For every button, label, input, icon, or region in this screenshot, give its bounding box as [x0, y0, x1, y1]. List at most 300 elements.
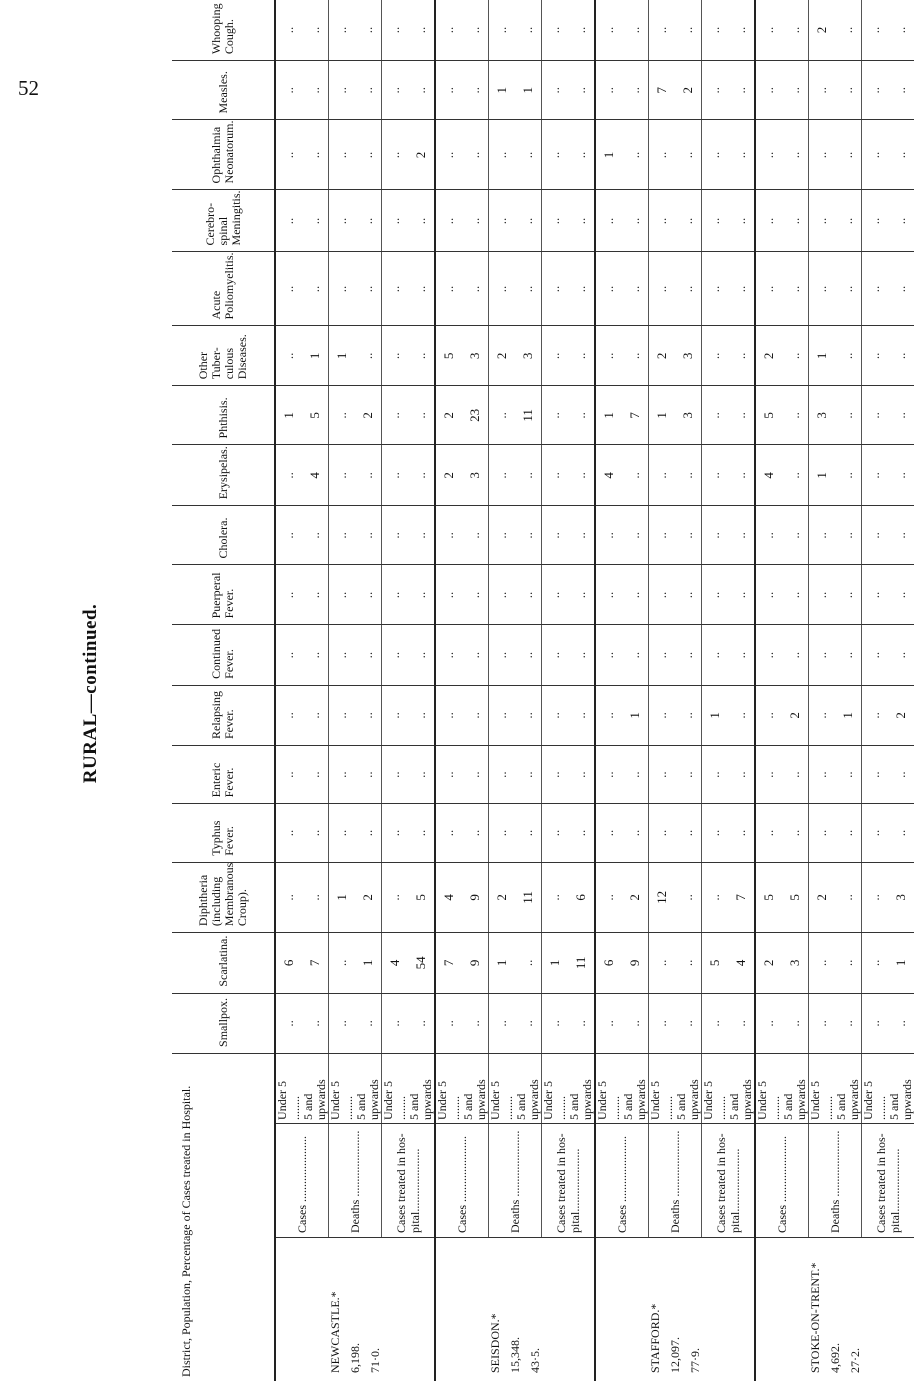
col-header: Whooping Cough.	[172, 0, 275, 61]
value-cell: ..	[809, 565, 836, 625]
row-label: Cases ......................	[275, 1123, 329, 1237]
value-cell: 5	[755, 386, 782, 445]
value-cell: ..	[835, 625, 862, 685]
value-cell: 9	[622, 933, 649, 994]
value-cell: ..	[329, 120, 356, 190]
col-header: Cholera.	[172, 506, 275, 565]
value-cell: ..	[649, 445, 676, 506]
value-cell: ..	[382, 804, 409, 862]
table-row	[809, 0, 836, 1381]
age-group: Under 5 ........	[382, 1053, 409, 1123]
running-title: RURAL—continued.	[80, 603, 101, 784]
value-cell: ..	[888, 445, 914, 506]
value-cell: ..	[888, 120, 914, 190]
col-header: Diphtheria (including Membranous Croup).	[172, 862, 275, 932]
value-cell: ..	[462, 804, 489, 862]
value-cell: ..	[542, 506, 569, 565]
value-cell: ..	[275, 804, 302, 862]
age-group: Under 5 ........	[809, 1053, 836, 1123]
value-cell: ..	[622, 565, 649, 625]
value-cell: ..	[515, 746, 542, 804]
value-cell: ..	[888, 993, 914, 1053]
age-group: 5 and upwards	[408, 1053, 435, 1123]
value-cell: ..	[728, 386, 755, 445]
value-cell: 2	[355, 862, 382, 932]
value-cell: ..	[782, 993, 809, 1053]
value-cell: ..	[462, 746, 489, 804]
value-cell: ..	[755, 506, 782, 565]
value-cell: ..	[702, 746, 729, 804]
value-cell: ..	[835, 326, 862, 386]
value-cell: ..	[862, 0, 889, 61]
value-cell: ..	[888, 625, 914, 685]
value-cell: ..	[568, 0, 595, 61]
value-cell: ..	[329, 0, 356, 61]
value-cell: ..	[835, 120, 862, 190]
value-cell: ..	[382, 445, 409, 506]
value-cell: ..	[675, 993, 702, 1053]
value-cell: 2	[489, 862, 516, 932]
table-row	[649, 0, 676, 1381]
value-cell: ..	[835, 746, 862, 804]
table-body	[275, 0, 914, 1381]
value-cell: ..	[595, 0, 622, 61]
value-cell: ..	[862, 445, 889, 506]
value-cell: ..	[435, 0, 462, 61]
value-cell: ..	[809, 933, 836, 994]
value-cell: ..	[568, 190, 595, 252]
value-cell: ..	[888, 326, 914, 386]
age-group: 5 and upwards	[888, 1053, 914, 1123]
value-cell: ..	[622, 625, 649, 685]
value-cell: ..	[862, 565, 889, 625]
value-cell: ..	[355, 0, 382, 61]
value-cell: ..	[355, 326, 382, 386]
value-cell: ..	[542, 993, 569, 1053]
value-cell: ..	[649, 0, 676, 61]
value-cell: ..	[622, 804, 649, 862]
value-cell: ..	[728, 61, 755, 120]
value-cell: ..	[568, 993, 595, 1053]
value-cell: ..	[835, 804, 862, 862]
value-cell: 3	[462, 326, 489, 386]
value-cell: ..	[435, 506, 462, 565]
col-header: Typhus Fever.	[172, 804, 275, 862]
value-cell: ..	[675, 252, 702, 326]
col-header: Enteric Fever.	[172, 746, 275, 804]
value-cell: ..	[782, 190, 809, 252]
value-cell: ..	[862, 252, 889, 326]
value-cell: ..	[435, 120, 462, 190]
value-cell: ..	[489, 625, 516, 685]
value-cell: ..	[782, 386, 809, 445]
value-cell: ..	[782, 0, 809, 61]
value-cell: 3	[782, 933, 809, 994]
district-percentage: 71·0.	[368, 1348, 382, 1373]
value-cell: ..	[835, 445, 862, 506]
value-cell: ..	[755, 685, 782, 745]
value-cell: ..	[622, 190, 649, 252]
value-cell: ..	[675, 746, 702, 804]
value-cell: ..	[728, 190, 755, 252]
value-cell: ..	[275, 252, 302, 326]
value-cell: ..	[835, 993, 862, 1053]
value-cell: ..	[382, 190, 409, 252]
value-cell: 2	[888, 685, 914, 745]
district-cell	[435, 1238, 595, 1382]
value-cell: ..	[355, 445, 382, 506]
value-cell: ..	[728, 685, 755, 745]
value-cell: ..	[302, 0, 329, 61]
value-cell: ..	[622, 61, 649, 120]
col-header: Erysipelas.	[172, 445, 275, 506]
value-cell: ..	[622, 0, 649, 61]
value-cell: 2	[649, 326, 676, 386]
value-cell: ..	[568, 326, 595, 386]
value-cell: ..	[462, 61, 489, 120]
value-cell: ..	[329, 252, 356, 326]
value-cell: ..	[515, 933, 542, 994]
value-cell: ..	[489, 445, 516, 506]
age-group: Under 5 ........	[275, 1053, 302, 1123]
value-cell: ..	[755, 61, 782, 120]
value-cell: ..	[888, 190, 914, 252]
value-cell: ..	[702, 252, 729, 326]
district-population: 12,097.	[668, 1337, 682, 1373]
value-cell: ..	[542, 565, 569, 625]
value-cell: ..	[728, 993, 755, 1053]
value-cell: ..	[755, 993, 782, 1053]
value-cell: ..	[355, 804, 382, 862]
value-cell: ..	[755, 252, 782, 326]
value-cell: ..	[809, 61, 836, 120]
value-cell: 2	[755, 933, 782, 994]
value-cell: ..	[595, 862, 622, 932]
value-cell: ..	[702, 190, 729, 252]
value-cell: ..	[382, 506, 409, 565]
value-cell: ..	[595, 506, 622, 565]
value-cell: ..	[302, 625, 329, 685]
value-cell: ..	[568, 625, 595, 685]
value-cell: ..	[382, 993, 409, 1053]
value-cell: ..	[542, 804, 569, 862]
table-row	[382, 0, 409, 1381]
value-cell: 7	[622, 386, 649, 445]
value-cell: 3	[809, 386, 836, 445]
value-cell: ..	[275, 746, 302, 804]
value-cell: ..	[809, 252, 836, 326]
value-cell: ..	[888, 506, 914, 565]
value-cell: 1	[835, 685, 862, 745]
value-cell: ..	[568, 685, 595, 745]
value-cell: 1	[329, 326, 356, 386]
value-cell: 23	[462, 386, 489, 445]
value-cell: ..	[809, 993, 836, 1053]
value-cell: 2	[755, 326, 782, 386]
value-cell: 11	[515, 862, 542, 932]
table-row	[542, 0, 569, 1381]
value-cell: 2	[809, 0, 836, 61]
value-cell: ..	[382, 252, 409, 326]
value-cell: 6	[595, 933, 622, 994]
value-cell: ..	[355, 746, 382, 804]
value-cell: ..	[755, 625, 782, 685]
value-cell: ..	[862, 685, 889, 745]
value-cell: ..	[515, 120, 542, 190]
value-cell: 7	[435, 933, 462, 994]
value-cell: ..	[329, 933, 356, 994]
value-cell: ..	[515, 993, 542, 1053]
value-cell: ..	[515, 685, 542, 745]
value-cell: ..	[649, 190, 676, 252]
value-cell: ..	[862, 993, 889, 1053]
value-cell: ..	[702, 862, 729, 932]
value-cell: ..	[622, 445, 649, 506]
value-cell: ..	[595, 252, 622, 326]
value-cell: ..	[489, 746, 516, 804]
value-cell: ..	[622, 120, 649, 190]
value-cell: ..	[542, 746, 569, 804]
value-cell: ..	[595, 326, 622, 386]
value-cell: ..	[408, 252, 435, 326]
value-cell: ..	[675, 445, 702, 506]
age-group: 5 and upwards	[835, 1053, 862, 1123]
col-header: Relapsing Fever.	[172, 685, 275, 745]
value-cell: ..	[462, 0, 489, 61]
district-percentage: 43·5.	[528, 1348, 542, 1373]
table-row	[275, 0, 302, 1381]
value-cell: ..	[329, 746, 356, 804]
value-cell: ..	[809, 625, 836, 685]
value-cell: ..	[302, 565, 329, 625]
value-cell: 1	[702, 685, 729, 745]
value-cell: 1	[888, 933, 914, 994]
disease-table	[172, 0, 914, 1381]
value-cell: ..	[728, 625, 755, 685]
value-cell: ..	[489, 0, 516, 61]
value-cell: 3	[462, 445, 489, 506]
value-cell: ..	[275, 685, 302, 745]
value-cell: ..	[649, 625, 676, 685]
value-cell: 1	[595, 120, 622, 190]
district-cell	[595, 1238, 755, 1382]
value-cell: ..	[355, 993, 382, 1053]
value-cell: ..	[355, 190, 382, 252]
value-cell: 3	[675, 386, 702, 445]
value-cell: ..	[329, 685, 356, 745]
value-cell: ..	[542, 61, 569, 120]
value-cell: ..	[382, 862, 409, 932]
value-cell: ..	[862, 746, 889, 804]
value-cell: ..	[515, 506, 542, 565]
value-cell: ..	[355, 120, 382, 190]
value-cell: ..	[862, 625, 889, 685]
value-cell: ..	[622, 506, 649, 565]
value-cell: ..	[782, 506, 809, 565]
value-cell: ..	[275, 993, 302, 1053]
value-cell: ..	[382, 120, 409, 190]
value-cell: ..	[888, 386, 914, 445]
value-cell: 3	[888, 862, 914, 932]
value-cell: 12	[649, 862, 676, 932]
page-number: 52	[18, 76, 39, 100]
value-cell: 5	[408, 862, 435, 932]
value-cell: ..	[515, 445, 542, 506]
row-label: Deaths ......................	[809, 1123, 862, 1237]
value-cell: ..	[888, 804, 914, 862]
value-cell: ..	[435, 190, 462, 252]
value-cell: ..	[782, 804, 809, 862]
district-name: STAFFORD.*	[648, 1303, 662, 1373]
value-cell: 54	[408, 933, 435, 994]
row-label: Cases ......................	[755, 1123, 809, 1237]
value-cell: ..	[515, 565, 542, 625]
value-cell: ..	[702, 326, 729, 386]
value-cell: ..	[462, 625, 489, 685]
value-cell: ..	[755, 804, 782, 862]
value-cell: ..	[355, 625, 382, 685]
value-cell: ..	[809, 804, 836, 862]
value-cell: ..	[489, 120, 516, 190]
value-cell: ..	[702, 445, 729, 506]
value-cell: ..	[408, 0, 435, 61]
value-cell: ..	[302, 506, 329, 565]
value-cell: ..	[675, 804, 702, 862]
age-group: 5 and upwards	[728, 1053, 755, 1123]
value-cell: ..	[408, 685, 435, 745]
value-cell: 1	[329, 862, 356, 932]
value-cell: 2	[435, 445, 462, 506]
row-label: Cases treated in hos-pital.....................	[702, 1123, 756, 1237]
value-cell: ..	[809, 685, 836, 745]
value-cell: ..	[782, 326, 809, 386]
value-cell: ..	[835, 933, 862, 994]
value-cell: ..	[568, 565, 595, 625]
value-cell: 1	[649, 386, 676, 445]
row-label: Cases treated in hos-pital.....................	[862, 1123, 914, 1237]
value-cell: ..	[408, 625, 435, 685]
value-cell: 2	[675, 61, 702, 120]
age-group: Under 5 ........	[329, 1053, 356, 1123]
value-cell: ..	[329, 804, 356, 862]
table-row	[435, 0, 462, 1381]
value-cell: ..	[835, 862, 862, 932]
rotated-page	[80, 0, 914, 1387]
row-label: Deaths ......................	[329, 1123, 382, 1237]
value-cell: ..	[755, 0, 782, 61]
value-cell: ..	[755, 190, 782, 252]
age-group: Under 5 ........	[862, 1053, 889, 1123]
age-group: 5 and upwards	[462, 1053, 489, 1123]
district-name: NEWCASTLE.*	[328, 1291, 342, 1373]
value-cell: ..	[462, 565, 489, 625]
value-cell: ..	[435, 565, 462, 625]
corner-header: District, Population, Percentage of Cases treated in Hospital.	[179, 1085, 193, 1377]
value-cell: ..	[382, 746, 409, 804]
row-label: Deaths ......................	[489, 1123, 542, 1237]
value-cell: ..	[622, 326, 649, 386]
value-cell: ..	[675, 565, 702, 625]
value-cell: ..	[809, 120, 836, 190]
value-cell: ..	[568, 252, 595, 326]
value-cell: ..	[408, 993, 435, 1053]
value-cell: ..	[382, 326, 409, 386]
value-cell: ..	[515, 804, 542, 862]
value-cell: ..	[888, 565, 914, 625]
value-cell: ..	[275, 120, 302, 190]
age-group: 5 and upwards	[355, 1053, 382, 1123]
value-cell: ..	[622, 252, 649, 326]
value-cell: ..	[542, 445, 569, 506]
value-cell: ..	[302, 120, 329, 190]
value-cell: 1	[489, 61, 516, 120]
value-cell: ..	[595, 804, 622, 862]
col-header: Other Tuber-culous Diseases.	[172, 326, 275, 386]
value-cell: ..	[382, 685, 409, 745]
district-name: STOKE-ON-TRENT.*	[808, 1262, 822, 1373]
value-cell: 11	[568, 933, 595, 994]
value-cell: ..	[329, 506, 356, 565]
value-cell: 1	[489, 933, 516, 994]
header-row	[172, 0, 275, 1381]
value-cell: ..	[568, 386, 595, 445]
value-cell: ..	[728, 804, 755, 862]
value-cell: ..	[408, 61, 435, 120]
value-cell: ..	[275, 0, 302, 61]
value-cell: ..	[595, 685, 622, 745]
value-cell: ..	[568, 506, 595, 565]
value-cell: ..	[329, 61, 356, 120]
value-cell: ..	[675, 685, 702, 745]
age-group: Under 5 ........	[649, 1053, 676, 1123]
value-cell: ..	[675, 625, 702, 685]
value-cell: ..	[782, 565, 809, 625]
value-cell: ..	[862, 326, 889, 386]
col-header: Acute Poliomyelitis.	[172, 252, 275, 326]
col-header: Puerperal Fever.	[172, 565, 275, 625]
district-percentage: 77·9.	[688, 1348, 702, 1373]
col-header: Ophthalmia Neonatorum.	[172, 120, 275, 190]
value-cell: ..	[782, 61, 809, 120]
value-cell: ..	[649, 506, 676, 565]
value-cell: ..	[542, 120, 569, 190]
value-cell: ..	[649, 746, 676, 804]
value-cell: ..	[702, 565, 729, 625]
age-group: Under 5 ........	[435, 1053, 462, 1123]
value-cell: ..	[862, 506, 889, 565]
value-cell: ..	[462, 993, 489, 1053]
value-cell: ..	[595, 625, 622, 685]
value-cell: ..	[702, 993, 729, 1053]
value-cell: ..	[888, 252, 914, 326]
value-cell: ..	[489, 252, 516, 326]
age-group: Under 5 ........	[489, 1053, 516, 1123]
value-cell: ..	[275, 61, 302, 120]
value-cell: 1	[275, 386, 302, 445]
district-percentage: 27·2.	[848, 1348, 862, 1373]
value-cell: ..	[675, 506, 702, 565]
value-cell: ..	[435, 685, 462, 745]
value-cell: ..	[408, 386, 435, 445]
value-cell: ..	[489, 993, 516, 1053]
value-cell: 2	[782, 685, 809, 745]
age-group: 5 and upwards	[568, 1053, 595, 1123]
value-cell: ..	[408, 190, 435, 252]
age-group: 5 and upwards	[622, 1053, 649, 1123]
value-cell: ..	[835, 565, 862, 625]
value-cell: ..	[329, 993, 356, 1053]
value-cell: ..	[728, 120, 755, 190]
